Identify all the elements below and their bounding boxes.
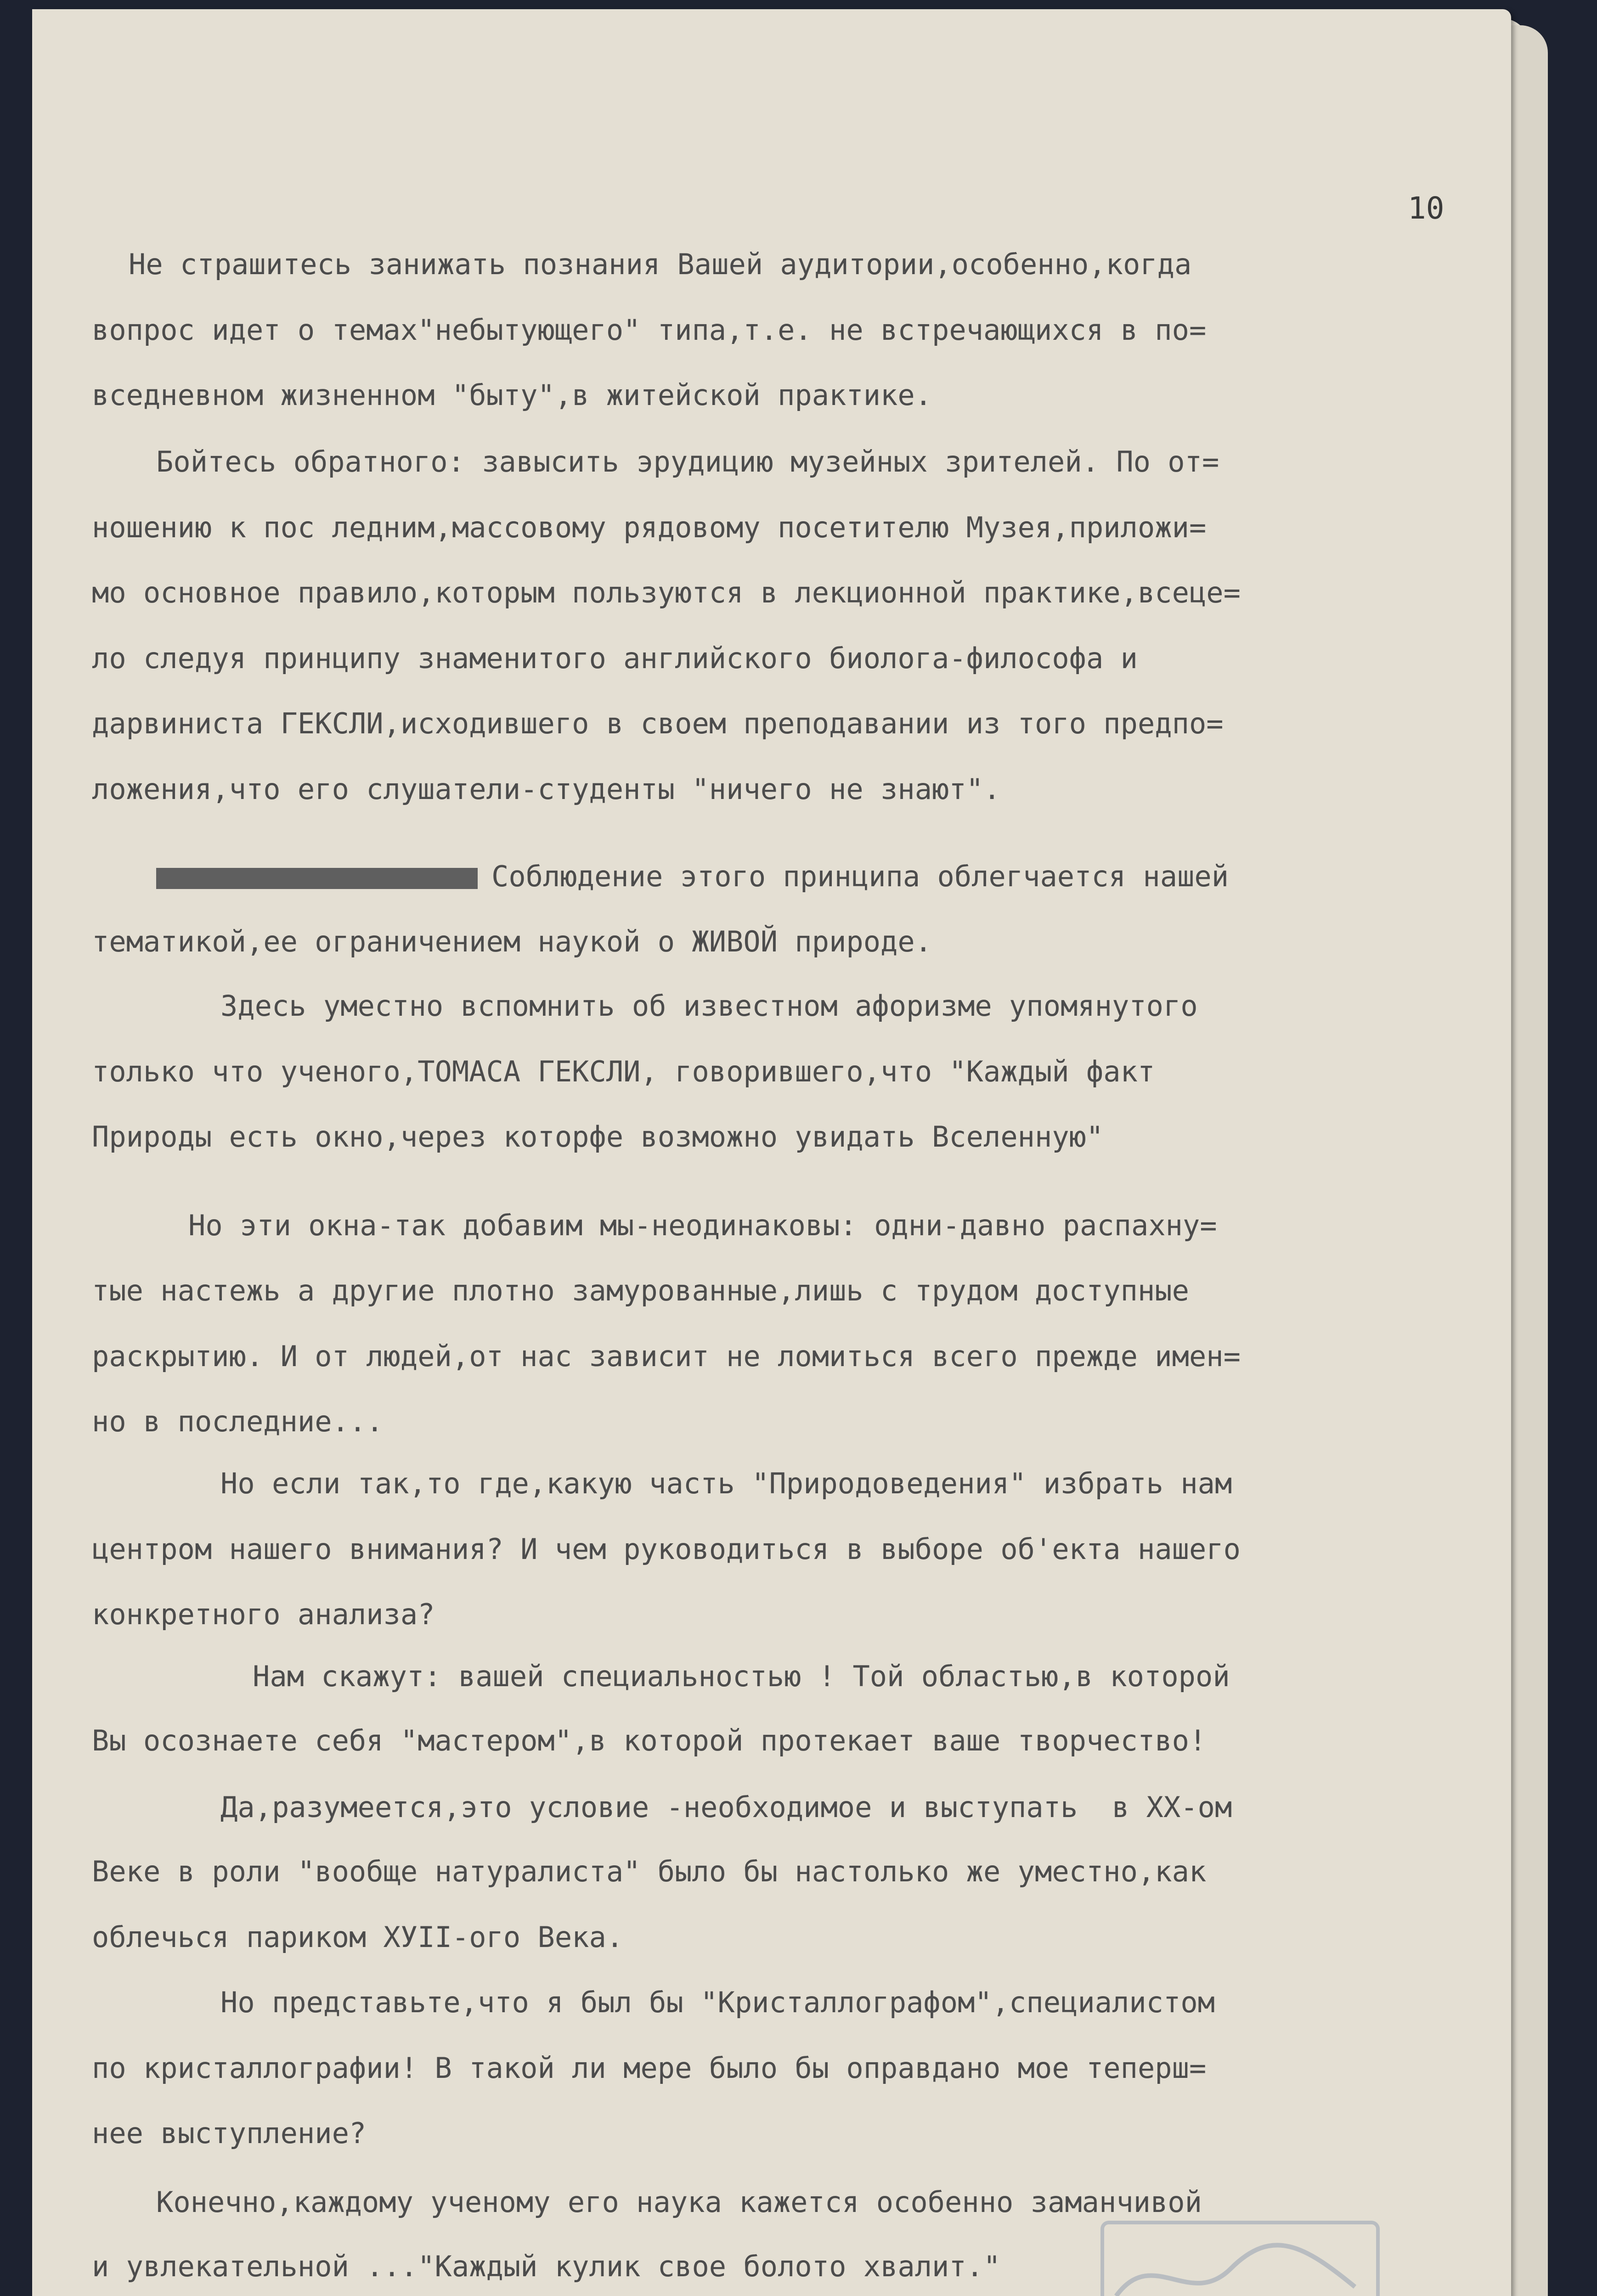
text-line: ношению к пос ледним,массовому рядовому посетителю Музея,приложи= [92, 511, 1207, 544]
text-line: но в последние... [92, 1405, 384, 1438]
page-number: 10 [1408, 191, 1445, 226]
text-line: центром нашего внимания? И чем руководиться в выборе об'екта нашего [92, 1532, 1241, 1566]
text-line: вседневном жизненном "быту",в житейской практике. [92, 378, 932, 412]
text-line: облечься париком XУII-ого Века. [92, 1920, 624, 1954]
text-line: вопрос идет о темах"небытующего" типа,т.е. не встречающихся в по= [92, 313, 1207, 347]
text-line: Да,разумеется,это условие -необходимое и выступать в XX-ом [220, 1790, 1232, 1824]
text-line: Конечно,каждому ученому его наука кажется особенно заманчивой [156, 2185, 1202, 2219]
text-line: только что ученого,ТОМАСА ГЕКСЛИ, говорившего,что "Каждый факт [92, 1055, 1155, 1088]
text-line: Не страшитесь занижать познания Вашей аудитории,особенно,когда [129, 248, 1192, 281]
text-line: Соблюдение этого принципа облегчается нашей [156, 862, 1229, 891]
text-line: Нам скажут: вашей специальностью ! Той областью,в которой [253, 1660, 1230, 1693]
text-line: Но представьте,что я был бы "Кристаллографом",специалистом [220, 1986, 1215, 2019]
text-line: тые настежь а другие плотно замурованные,лишь с трудом доступные [92, 1274, 1189, 1307]
archive-stamp [1098, 2218, 1383, 2296]
text-line: нее выступление? [92, 2116, 367, 2150]
text-line: ложения,что его слушатели-студенты "ничего не знают". [92, 772, 1001, 806]
text-line: Природы есть окно,через которфе возможно увидать Вселенную" [92, 1120, 1104, 1154]
text-line: Вы осознаете себя "мастером",в которой протекает ваше творчество! [92, 1724, 1207, 1757]
text-line: ло следуя принципу знаменитого английского биолога-философа и [92, 642, 1138, 675]
struck-out-text [156, 868, 478, 889]
text-line: дарвиниста ГЕКСЛИ,исходившего в своем преподавании из того предпо= [92, 707, 1224, 740]
text-line: конкретного анализа? [92, 1598, 435, 1631]
text-line: Но эти окна-так добавим мы-неодинаковы: одни-давно распахну= [188, 1209, 1217, 1242]
text-line: Бойтесь обратного: завысить эрудицию музейных зрителей. По от= [156, 445, 1219, 478]
text-line: раскрытию. И от людей,от нас зависит не ломиться всего прежде имен= [92, 1339, 1241, 1373]
text-line: Но если так,то где,какую часть "Природоведения" избрать нам [220, 1467, 1232, 1500]
text-line: Здесь уместно вспомнить об известном афоризме упомянутого [220, 989, 1198, 1023]
typewritten-page [32, 9, 1511, 2296]
text-line: мо основное правило,которым пользуются в лекционной практике,всеце= [92, 576, 1241, 609]
text-line: по кристаллографии! В такой ли мере было бы оправдано мое теперш= [92, 2051, 1207, 2085]
text-line: тематикой,ее ограничением наукой о ЖИВОЙ природе. [92, 925, 932, 958]
text-line: Веке в роли "вообще натуралиста" было бы настолько же уместно,как [92, 1855, 1207, 1888]
text-line: и увлекательной ..."Каждый кулик свое болото хвалит." [92, 2250, 1001, 2283]
